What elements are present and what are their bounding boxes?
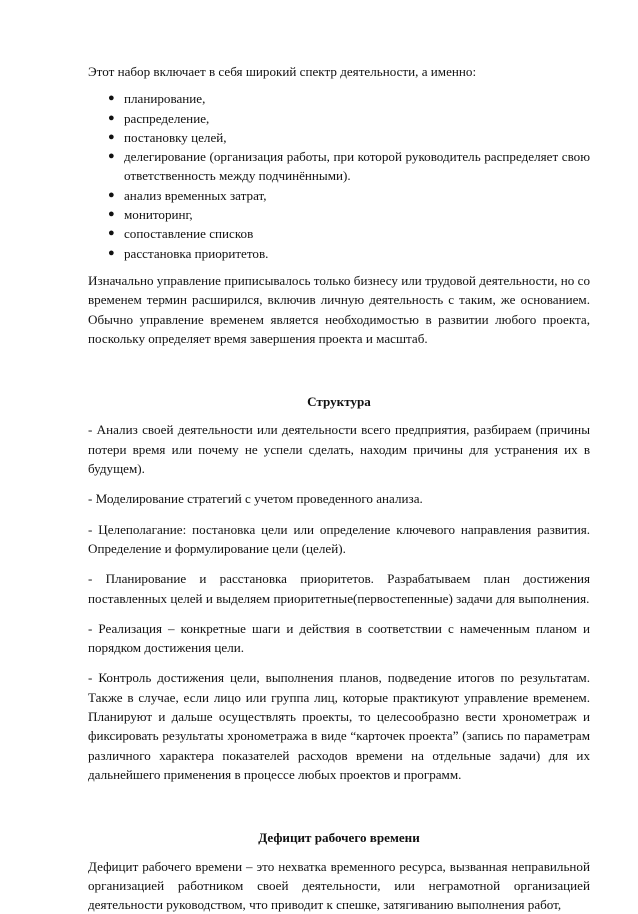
structure-paragraph: - Целеполагание: постановка цели или определение ключевого направления развития. Определение и формулирование цели (целей).: [88, 520, 590, 559]
section-heading-deficit: Дефицит рабочего времени: [88, 828, 590, 847]
bullet-icon: ●: [108, 186, 115, 205]
activity-list: [88, 89, 590, 263]
bullet-icon: ●: [108, 128, 115, 147]
list-item: ● распределение,: [88, 109, 590, 128]
structure-paragraph: - Контроль достижения цели, выполнения планов, подведение итогов по результатам. Также в случае, если лицо или группа лиц, которые практикуют управление временем. Планируют и дальше осуществлять проекты, то целесообразно вести хронометраж и фиксировать результаты хронометража в виде “карточек проекта” (запись по параметрам различного характера показателей расходов времени на отдельные задачи) для их дальнейшего применения в процессе любых проектов и программ.: [88, 668, 590, 784]
list-item: ● анализ временных затрат,: [88, 186, 590, 205]
bullet-icon: ●: [108, 109, 115, 128]
structure-paragraph: - Анализ своей деятельности или деятельности всего предприятия, разбираем (причины потери время или почему не успели сделать, находим причины для устранения их в будущем).: [88, 420, 590, 478]
bullet-icon: ●: [108, 244, 115, 263]
list-item: ● мониторинг,: [88, 205, 590, 224]
deficit-paragraph: Дефицит рабочего времени – это нехватка временного ресурса, вызванная неправильной организацией работником своей деятельности, или неграмотной организацией деятельности руководством, что приводит к спешке, затягиванию выполнения работ,: [88, 857, 590, 914]
list-item: ● планирование,: [88, 89, 590, 108]
list-item: ● постановку целей,: [88, 128, 590, 147]
bullet-icon: ●: [108, 147, 115, 166]
paragraph-time-management: Изначально управление приписывалось только бизнесу или трудовой деятельности, но со временем термин расширился, включив личную деятельность с таким, же основанием. Обычно управление временем является необходимостью в развитии любого проекта, поскольку определяет время завершения проекта и масштаб.: [88, 271, 590, 348]
list-item: ● делегирование (организация работы, при которой руководитель распределяет свою ответственность между подчинёнными).: [88, 147, 590, 186]
structure-paragraph: - Реализация – конкретные шаги и действия в соответствии с намеченным планом и порядком достижения цели.: [88, 619, 590, 658]
structure-paragraph: - Планирование и расстановка приоритетов. Разрабатываем план достижения поставленных целей и выделяем приоритетные(первостепенные) задачи для выполнения.: [88, 569, 590, 608]
structure-paragraph: - Моделирование стратегий с учетом проведенного анализа.: [88, 489, 590, 508]
intro-text: Этот набор включает в себя широкий спектр деятельности, а именно:: [88, 62, 590, 81]
bullet-icon: ●: [108, 224, 115, 243]
list-item: ● расстановка приоритетов.: [88, 244, 590, 263]
list-item: ● сопоставление списков: [88, 224, 590, 243]
section-heading-structure: Структура: [88, 392, 590, 411]
bullet-icon: ●: [108, 89, 115, 108]
document-body: [88, 62, 590, 914]
bullet-icon: ●: [108, 205, 115, 224]
